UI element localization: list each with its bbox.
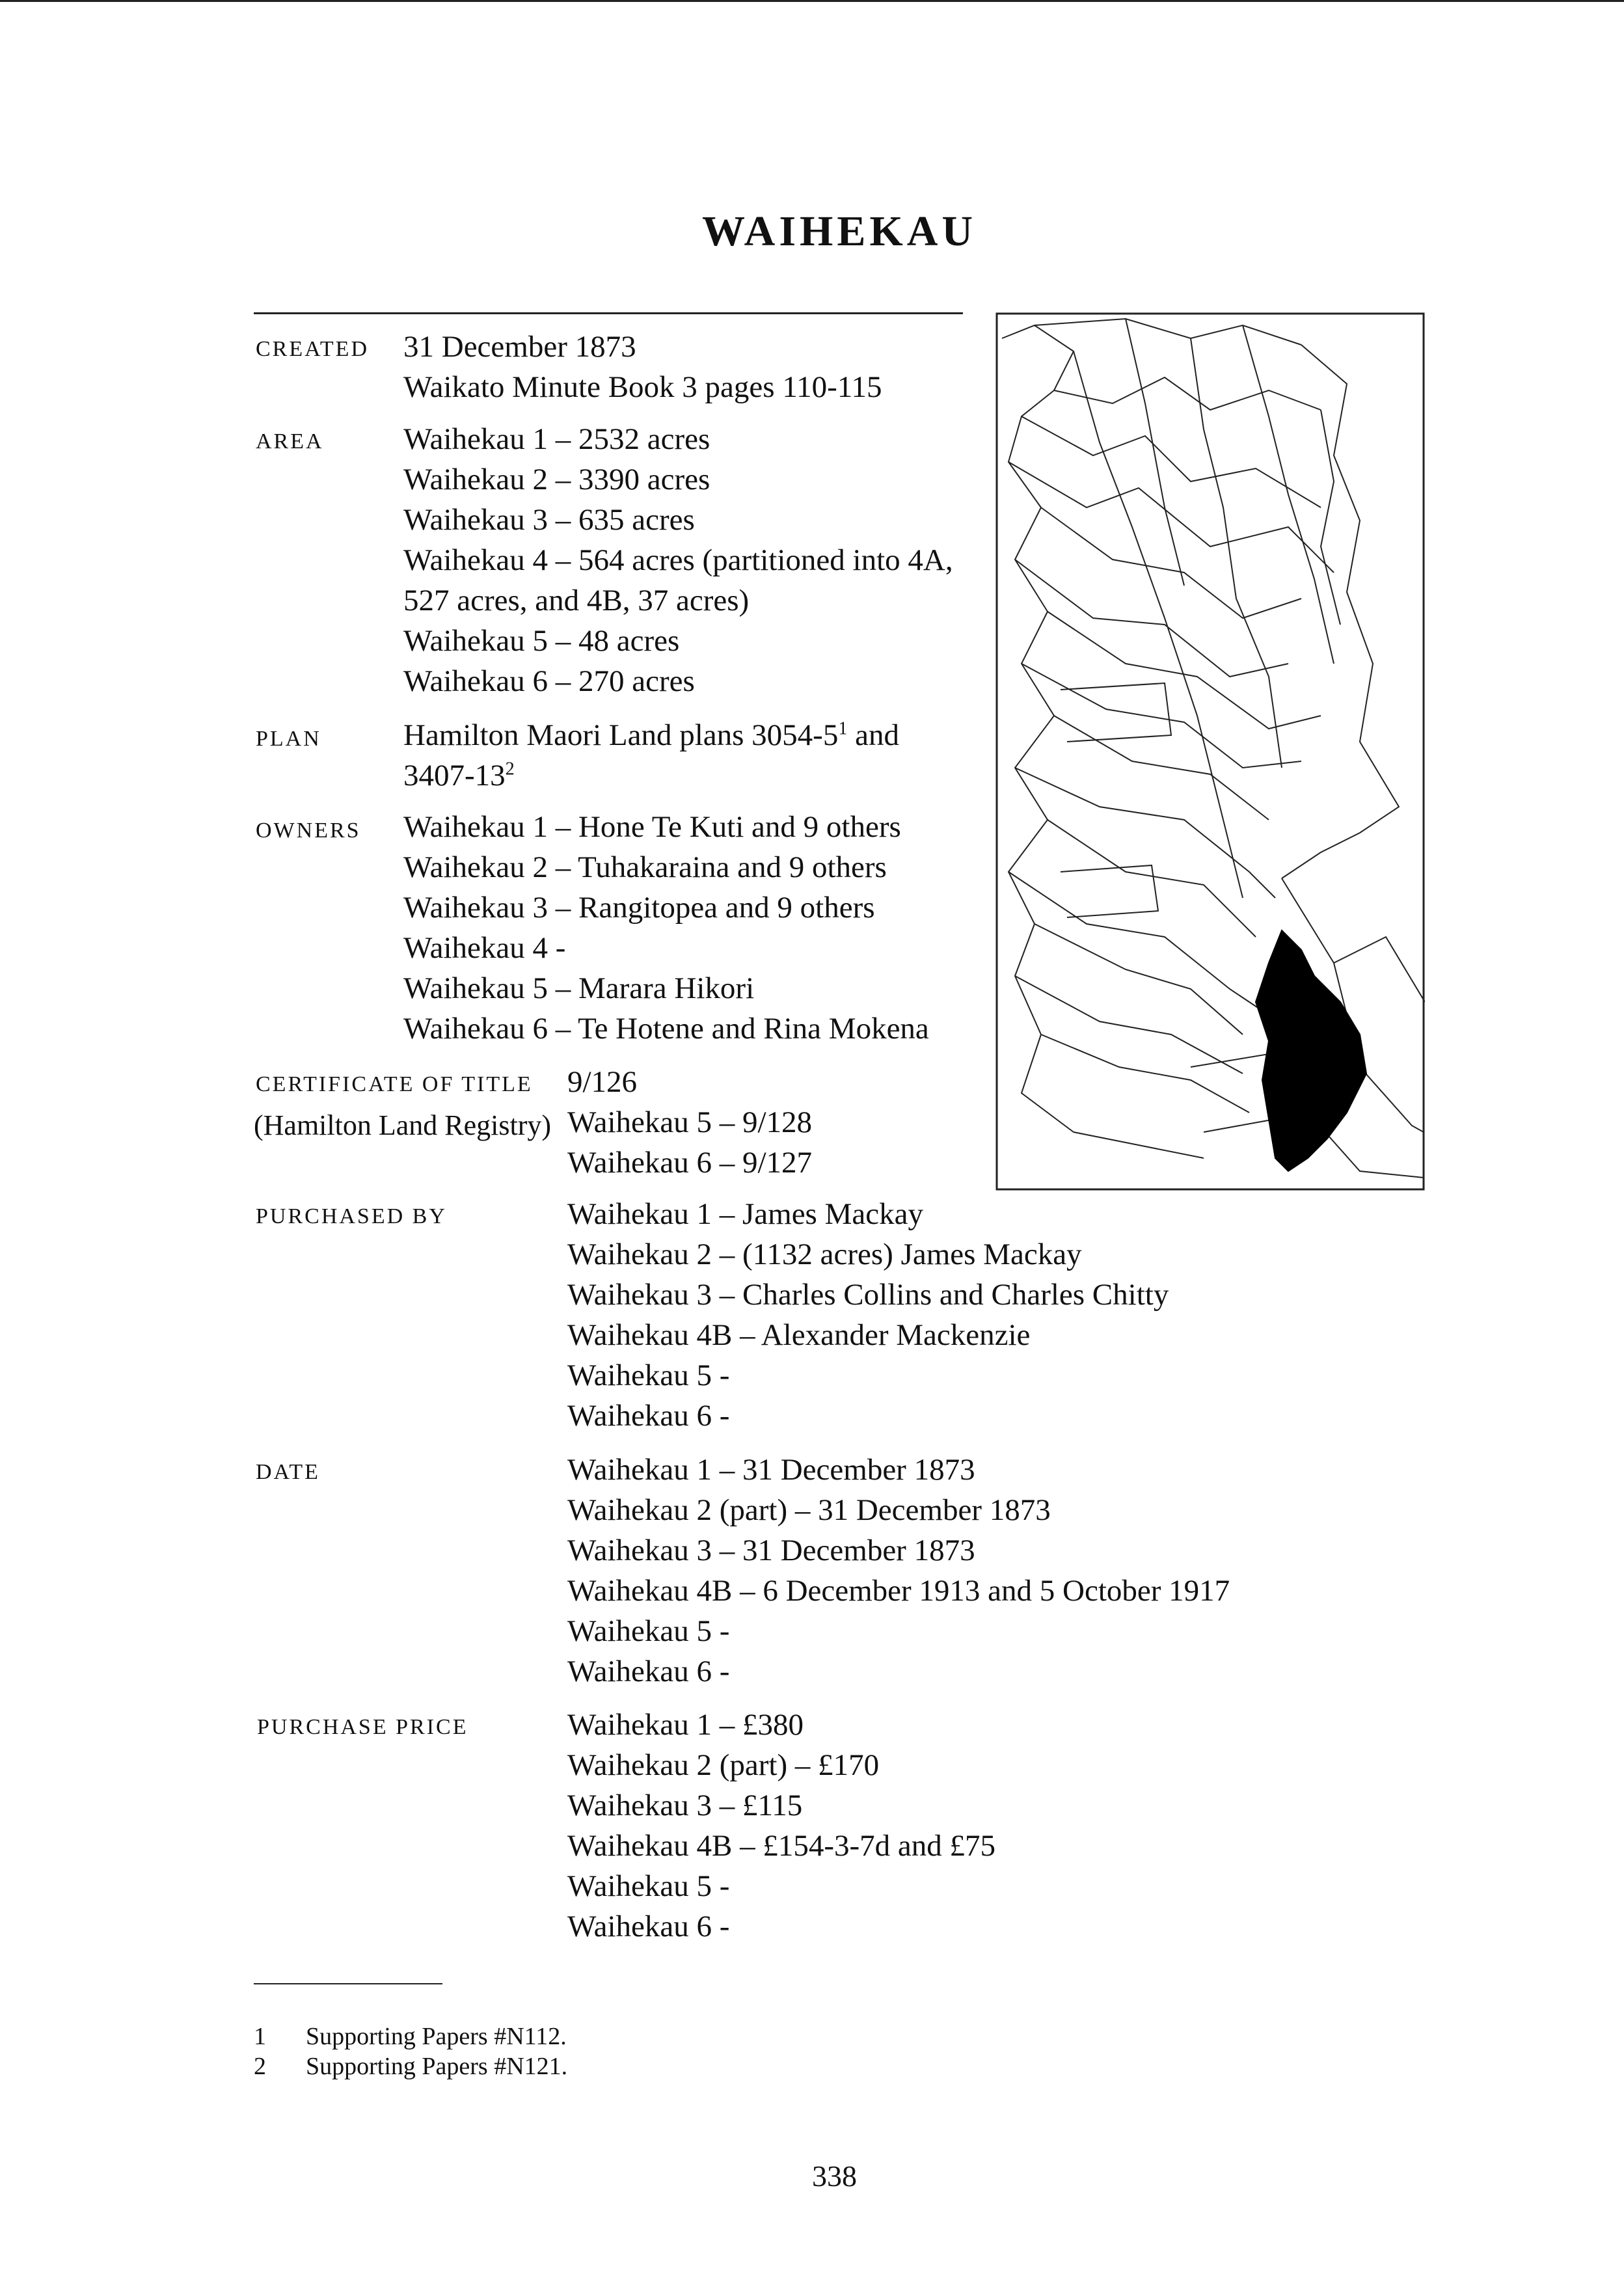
- created-line: 31 December 1873: [403, 330, 636, 364]
- footnote: [254, 2022, 567, 2051]
- certificate-line: Waihekau 5 – 9/128: [567, 1105, 813, 1139]
- purchase-price-line: Waihekau 2 (part) – £170: [567, 1748, 880, 1782]
- purchased-by-line: Waihekau 2 – (1132 acres) James Mackay: [567, 1237, 1082, 1271]
- purchased-by-line: Waihekau 3 – Charles Collins and Charles Chitty: [567, 1278, 1169, 1312]
- area-line: 527 acres, and 4B, 37 acres): [403, 584, 750, 617]
- date-values: [567, 1450, 1230, 1692]
- purchased-by-line: Waihekau 4B – Alexander Mackenzie: [567, 1318, 1031, 1352]
- footnote-ref: 1: [838, 718, 848, 739]
- purchase-price-line: Waihekau 1 – £380: [567, 1708, 804, 1742]
- header-rule: [254, 312, 963, 314]
- area-values: [403, 419, 953, 701]
- purchased-by-line: Waihekau 1 – James Mackay: [567, 1197, 923, 1231]
- owners-line: Waihekau 4 -: [403, 931, 566, 965]
- purchased-by-line: Waihekau 6 -: [567, 1399, 730, 1433]
- certificate-sublabel: (Hamilton Land Registry): [254, 1109, 552, 1141]
- date-line: Waihekau 1 – 31 December 1873: [567, 1453, 975, 1487]
- purchase-price-values: [567, 1705, 995, 1947]
- footnote-rule: [254, 1983, 442, 1984]
- owners-line: Waihekau 2 – Tuhakaraina and 9 others: [403, 850, 887, 884]
- purchase-price-line: Waihekau 6 -: [567, 1910, 730, 1943]
- area-line: Waihekau 6 – 270 acres: [403, 664, 695, 698]
- date-label: DATE: [256, 1460, 320, 1484]
- purchase-price-line: Waihekau 3 – £115: [567, 1789, 803, 1822]
- owners-line: Waihekau 3 – Rangitopea and 9 others: [403, 891, 875, 925]
- plan-line: [403, 755, 899, 796]
- top-border: [0, 0, 1624, 2]
- footnote-text: Supporting Papers #N112.: [306, 2023, 567, 2050]
- created-label: CREATED: [256, 337, 369, 361]
- plan-text: 3407-13: [403, 759, 506, 792]
- purchase-price-label: PURCHASE PRICE: [257, 1715, 468, 1739]
- date-line: Waihekau 3 – 31 December 1873: [567, 1534, 975, 1567]
- owners-values: [403, 807, 929, 1049]
- footnote: [254, 2052, 567, 2081]
- date-line: Waihekau 6 -: [567, 1655, 730, 1688]
- certificate-values: [567, 1062, 812, 1183]
- certificate-line: Waihekau 6 – 9/127: [567, 1146, 813, 1180]
- purchase-price-line: Waihekau 5 -: [567, 1869, 730, 1903]
- purchased-by-label: PURCHASED BY: [256, 1204, 447, 1228]
- footnote-number: 2: [254, 2053, 266, 2080]
- date-line: Waihekau 5 -: [567, 1614, 730, 1648]
- plan-line: [403, 715, 899, 755]
- area-line: Waihekau 3 – 635 acres: [403, 503, 695, 537]
- plan-values: [403, 715, 899, 796]
- footnote-number: 1: [254, 2023, 266, 2050]
- created-values: [403, 327, 882, 407]
- owners-line: Waihekau 6 – Te Hotene and Rina Mokena: [403, 1012, 929, 1046]
- page-title: WAIHEKAU: [701, 208, 977, 255]
- date-line: Waihekau 4B – 6 December 1913 and 5 October 1917: [567, 1574, 1230, 1608]
- purchased-by-values: [567, 1194, 1169, 1436]
- purchased-by-line: Waihekau 5 -: [567, 1359, 730, 1392]
- area-line: Waihekau 5 – 48 acres: [403, 624, 680, 658]
- owners-line: Waihekau 1 – Hone Te Kuti and 9 others: [403, 810, 901, 844]
- certificate-line: 9/126: [567, 1065, 638, 1099]
- certificate-label: CERTIFICATE OF TITLE: [256, 1072, 533, 1096]
- page-number: 338: [812, 2159, 857, 2193]
- area-line: Waihekau 1 – 2532 acres: [403, 422, 710, 456]
- area-line: Waihekau 2 – 3390 acres: [403, 463, 710, 496]
- footnote-ref: 2: [505, 759, 515, 779]
- owners-label: OWNERS: [256, 818, 361, 843]
- date-line: Waihekau 2 (part) – 31 December 1873: [567, 1493, 1051, 1527]
- plan-label: PLAN: [256, 727, 321, 751]
- area-line: Waihekau 4 – 564 acres (partitioned into 4A,: [403, 543, 953, 577]
- area-label: AREA: [256, 429, 324, 453]
- plan-tail: and: [847, 718, 900, 752]
- land-block-map: [995, 312, 1425, 1191]
- purchase-price-line: Waihekau 4B – £154-3-7d and £75: [567, 1829, 995, 1863]
- owners-line: Waihekau 5 – Marara Hikori: [403, 971, 755, 1005]
- plan-text: Hamilton Maori Land plans 3054-5: [403, 718, 839, 752]
- created-line: Waikato Minute Book 3 pages 110-115: [403, 370, 882, 404]
- footnote-text: Supporting Papers #N121.: [306, 2053, 568, 2080]
- highlighted-block: [1256, 930, 1366, 1171]
